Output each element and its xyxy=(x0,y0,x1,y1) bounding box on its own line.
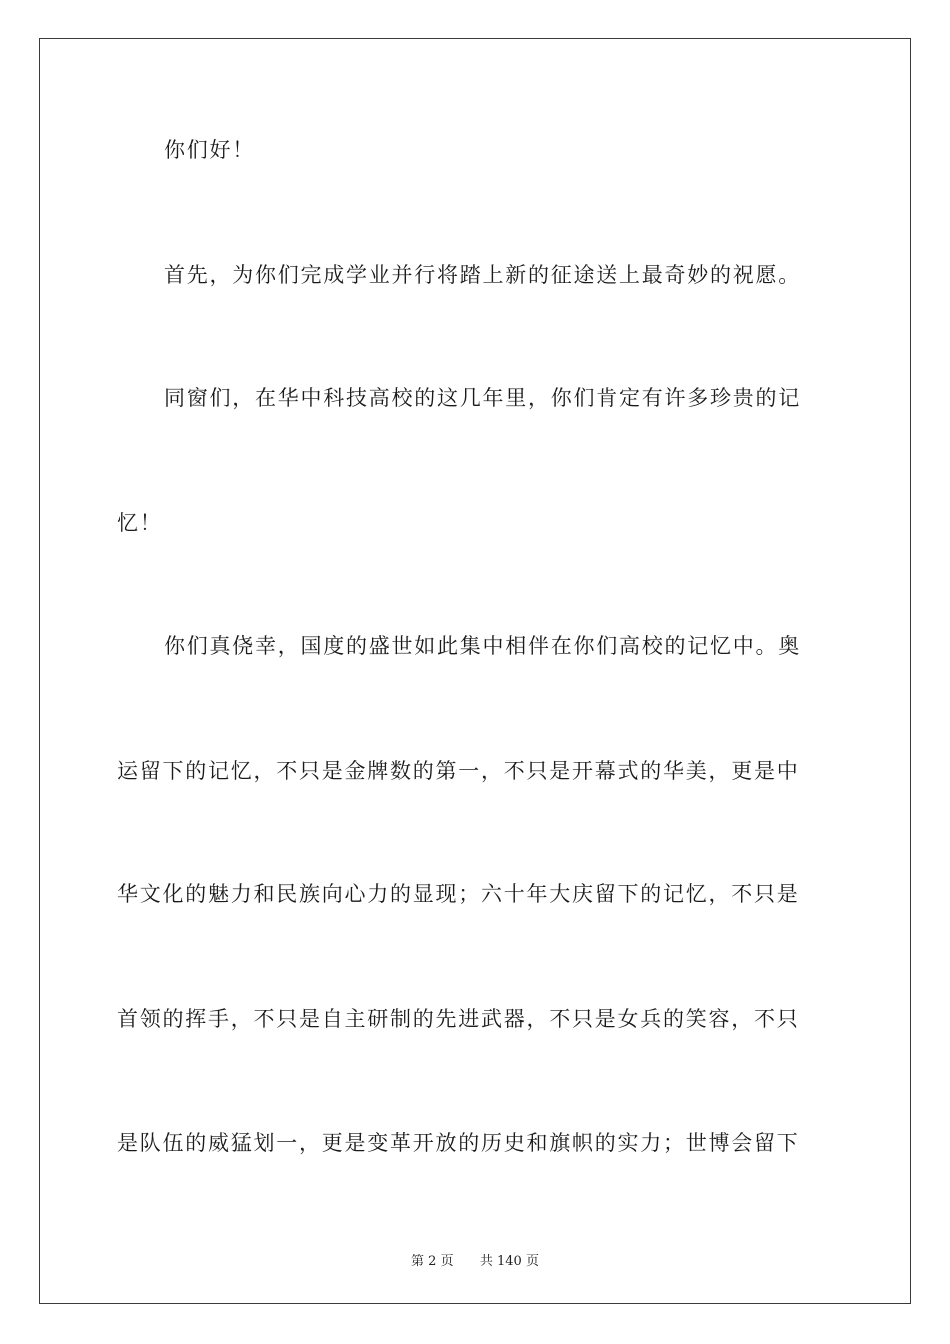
page-number: 第 2 页 xyxy=(411,1254,454,1269)
total-pages: 共 140 页 xyxy=(479,1254,539,1269)
text-line-2: 同窗们，在华中科技高校的这几年里，你们肯定有许多珍贵的记 xyxy=(164,386,801,410)
text-line-6: 华文化的魅力和民族向心力的显现；六十年大庆留下的记忆，不只是 xyxy=(117,882,800,906)
text-line-7: 首领的挥手，不只是自主研制的先进武器，不只是女兵的笑容，不只 xyxy=(117,1007,800,1031)
text-line-1: 首先，为你们完成学业并行将踏上新的征途送上最奇妙的祝愿。 xyxy=(164,263,801,287)
text-line-8: 是队伍的威猛划一，更是变革开放的历史和旗帜的实力；世博会留下 xyxy=(117,1131,800,1155)
page-footer xyxy=(0,1250,950,1269)
text-line-3: 忆！ xyxy=(117,511,163,535)
text-line-5: 运留下的记忆，不只是金牌数的第一，不只是开幕式的华美，更是中 xyxy=(117,759,800,783)
page-border xyxy=(39,38,911,1304)
text-line-4: 你们真侥幸，国度的盛世如此集中相伴在你们高校的记忆中。奥 xyxy=(164,634,801,658)
text-line-greeting: 你们好！ xyxy=(164,138,255,162)
